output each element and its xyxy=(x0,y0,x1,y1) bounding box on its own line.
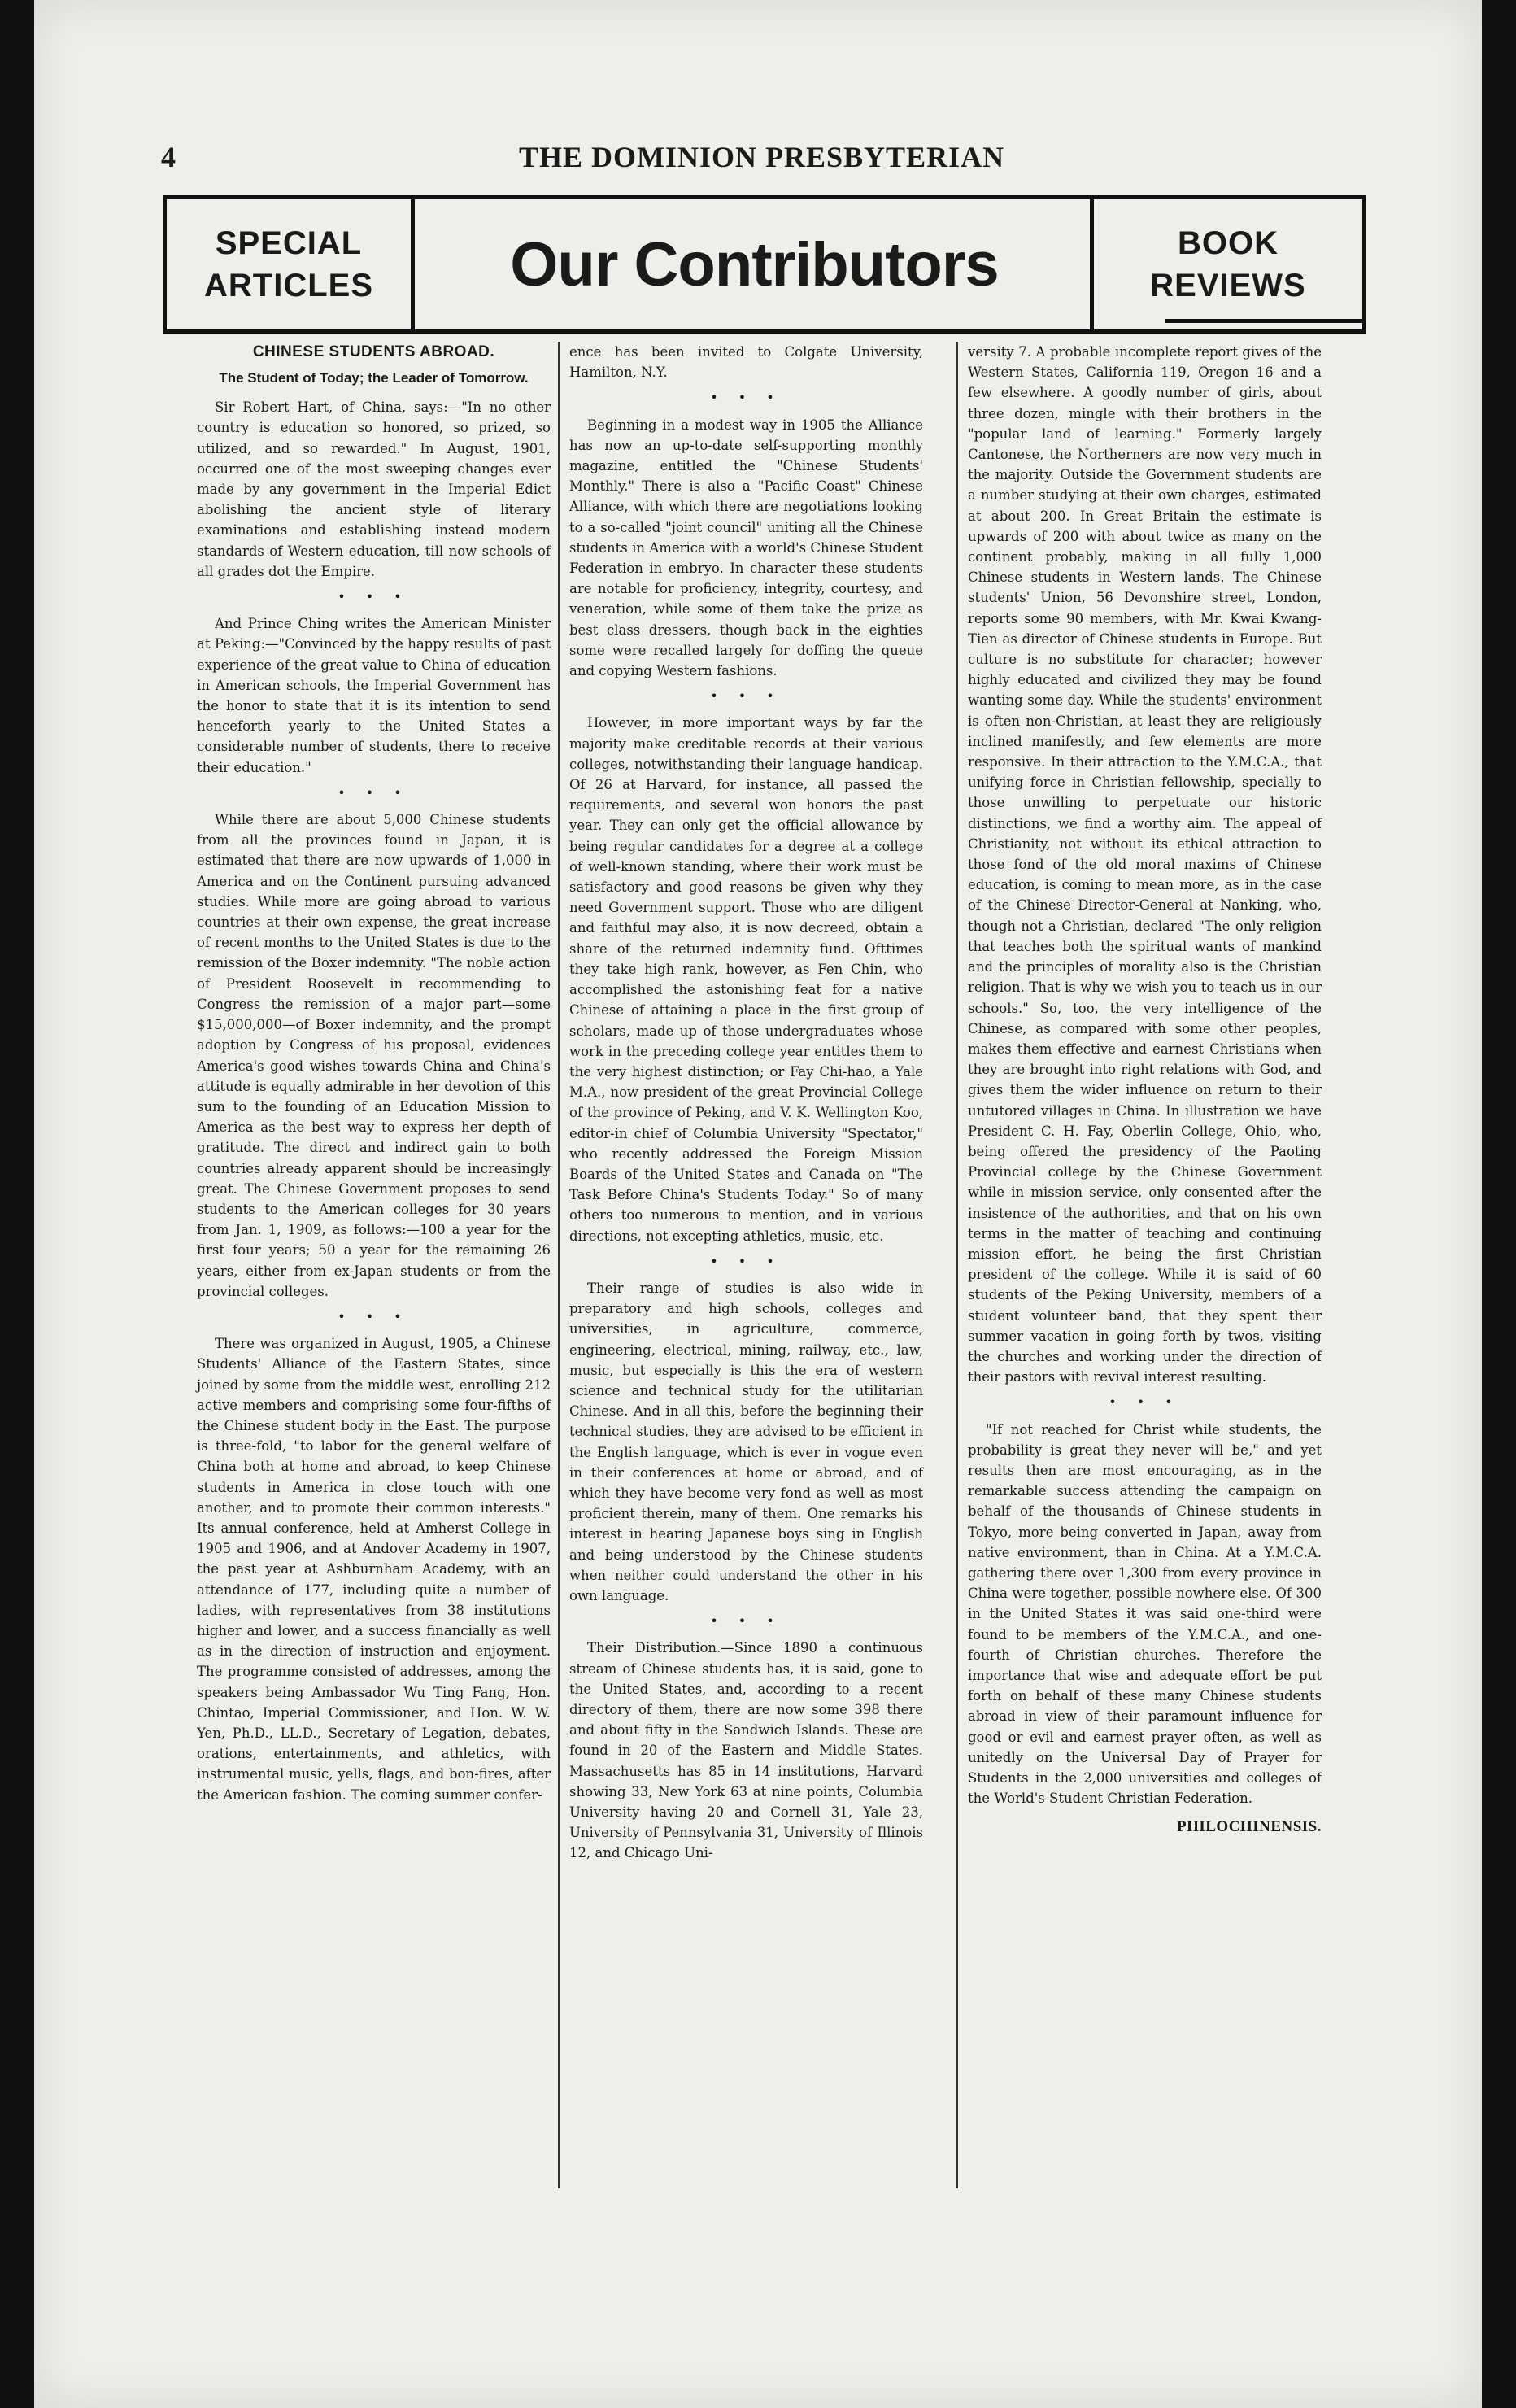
special-label: SPECIAL xyxy=(215,225,363,261)
column-rule xyxy=(956,342,958,2188)
section-masthead xyxy=(163,195,1366,334)
section-title: Our Contributors xyxy=(510,229,999,299)
article-column-2 xyxy=(569,342,923,1869)
section-separator: • • • xyxy=(710,390,782,406)
section-separator: • • • xyxy=(710,688,782,705)
paragraph: "If not reached for Christ while students, the probability is great they never will be," and yet results then are most encouraging, as in the remarkable success attending the campaign on behalf of the thousands of Chinese students in Tokyo, more being converted in Japan, away from native environment, than in China. At a Y.M.C.A. gathering there over 1,300 from every province in China were together, possible nowhere else. Of 300 in the United States it was said one-third were found to be members of the Y.M.C.A., and one-fourth of Christian churches. Therefore the importance that wise and adequate effort be put forth on behalf of these many Chinese students abroad in view of their paramount influence for good or evil and earnest prayer often, as well as unitedly on the Universal Day of Prayer for Students in the 2,000 universities and colleges of the World's Student Christian Federation. xyxy=(968,1421,1322,1807)
paragraph: And Prince Ching writes the American Minister at Peking:—"Convinced by the happy results of past experience of the great value to China of education in American schools, the Imperial Government has the honor to state that it is its intention to send henceforth yearly to the United States a considerable number of students, there to receive their education." xyxy=(197,616,551,775)
section-separator: • • • xyxy=(338,589,410,605)
paragraph: Their Distribution.—Since 1890 a continuous stream of Chinese students has, it is said, gone to the United States, and, according to a recent directory of them, there are now some 398 there and about fifty in the Sandwich Islands. These are found in 20 of the Eastern and Middle States. Massachusetts has 85 in 14 institutions, Harvard showing 33, New York 63 at nine points, Columbia University having 20 and Cornell 31, Yale 23, University of Pennsylvania 31, University of Illinois 12, and Chicago Uni- xyxy=(569,1640,923,1861)
article-subtitle: The Student of Today; the Leader of Tomorrow. xyxy=(219,370,529,386)
article-title: CHINESE STUDENTS ABROAD. xyxy=(252,343,495,360)
special-articles-box xyxy=(167,199,415,329)
paragraph: There was organized in August, 1905, a Chinese Students' Alliance of the Eastern States, since joined by some from the middle west, enrolling 212 active members and comprising some four-fifths of the Chinese student body in the East. The purpose is three-fold, "to labor for the general welfare of China both at home and abroad, to keep Chinese students in America in close touch with one another, and to promote their common interests." Its annual conference, held at Amherst College in 1905 and 1906, and at Andover Academy in 1907, the past year at Ashburnham Academy, with an attendance of 177, including quite a number of ladies, with representatives from 38 institutions higher and lower, and a success financially as well as in the direction of instruction and enjoyment. The programme consisted of addresses, among the speakers being Ambassador Wu Ting Fang, Hon. Chintao, Imperial Commissioner, and Hon. W. W. Yen, Ph.D., LL.D., Secretary of Legation, debates, orations, entertainments, and athletics, with instrumental music, yells, flags, and bon-fires, after the American fashion. The coming summer confer- xyxy=(197,1336,551,1803)
article-column-1 xyxy=(197,342,551,1810)
articles-label: ARTICLES xyxy=(204,268,373,303)
publication-title: THE DOMINION PRESBYTERIAN xyxy=(519,141,1005,173)
reviews-label: REVIEWS xyxy=(1150,268,1306,303)
section-title-box xyxy=(415,199,1094,329)
column-rule xyxy=(558,342,560,2188)
section-separator: • • • xyxy=(338,1308,410,1324)
paragraph: Sir Robert Hart, of China, says:—"In no other country is education so honored, so prized, so utilized, and so rewarded." In August, 1901, occurred one of the most sweeping changes ever made by any government in the Imperial Edict abolishing the ancient style of literary examinations and establishing instead modern standards of Western education, till now schools of all grades dot the Empire. xyxy=(197,399,551,579)
section-separator: • • • xyxy=(710,1613,782,1629)
book-label: BOOK xyxy=(1177,225,1279,261)
paragraph: However, in more important ways by far the majority make creditable records at their various colleges, notwithstanding their language handicap. Of 26 at Harvard, for instance, all passed the requirements, and several won honors the past year. They can only get the official allowance by being regular candidates for a degree at a college of well-known standing, where their work must be satisfactory and good reasons be given why they need Government support. Those who are diligent and faithful may also, it is now decreed, obtain a share of the returned indemnity fund. Ofttimes they take high rank, however, as Fen Chin, who accomplished the astonishing feat for a native Chinese of attaining a place in the first group of scholars, made up of those undergraduates whose work in the preceding college year entitles them to the very highest distinction; or Fay Chi-hao, a Yale M.A., now president of the great Provincial College of the province of Peking, and V. K. Wellington Koo, editor-in chief of Columbia University "Spectator," who recently addressed the Foreign Mission Boards of the United States and Canada on "The Task Before China's Students Today." So of many others too numerous to mention, and in various directions, not excepting athletics, music, etc. xyxy=(569,715,923,1244)
page-number: 4 xyxy=(161,141,176,173)
author-signature: PHILOCHINENSIS. xyxy=(1176,1818,1322,1836)
paragraph: Beginning in a modest way in 1905 the Alliance has now an up-to-date self-supporting monthly magazine, entitled the "Chinese Students' Monthly." There is also a "Pacific Coast" Chinese Alliance, with which there are negotiations looking to a so-called "joint council" uniting all the Chinese students in America with a world's Chinese Student Federation in embryo. In character these students are notable for proficiency, integrity, courtesy, and veneration, while some of them take the prize as best class dressers, though back in the eighties some were recalled largely for doffing the queue and copying Western fashions. xyxy=(569,417,923,679)
section-separator: • • • xyxy=(338,784,410,800)
section-separator: • • • xyxy=(1109,1394,1181,1411)
paragraph: versity 7. A probable incomplete report gives of the Western States, California 119, Oregon 16 and a few elsewhere. A goodly number of girls, about three dozen, mingle with their brothers in the "popular land of learning." Formerly largely Cantonese, the Northerners are now very much in the majority. Outside the Government students are a number studying at their own charges, estimated at about 200. In Great Britain the estimate is upwards of 200 with about twice as many on the continent probably, making in all fully 1,000 Chinese students in Western lands. The Chinese students' Union, 56 Devonshire street, London, reports some 90 members, with Mr. Kwai Kwang-Tien as director of Chinese students in Europe. But culture is no substitute for character; however highly educated and civilized they may be found wanting some day. While the students' environment is often non-Christian, at least they are religiously inclined manifestly, and few elements are more responsive. In their attraction to the Y.M.C.A., that unifying force in Christian fellowship, specially to those unwilling to perpetuate our historic distinctions, we find a worthy aim. The appeal of Christianity, not without its ethical attraction to those fond of the old moral maxims of Chinese education, is coming to mean more, as in the case of the Chinese Director-General at Nanking, who, though not a Christian, declared "The only religion that teaches both the spiritual wants of mankind and the principles of morality also is the Christian religion. That is why we wish you to teach us in our schools." So, too, the very intelligence of the Chinese, as compared with some other peoples, makes them effective and earnest Christians when they are brought into right relations with God, and gives them the wider influence on return to their untutored villages in China. In illustration we have President C. H. Fay, Oberlin College, Ohio, who, being offered the presidency of the Paoting Provincial college by the Chinese Government while in mission service, only consented after the insistence of the authorities, and that on his own terms in the matter of teaching and continuing mission effort, he being the first Christian president of the college. While it is said of 60 students of the Peking University, members of a student volunteer band, that they spent their summer vacation in going forth by twos, visiting the churches and working under the direction of their pastors with revival interest resulting. xyxy=(968,344,1322,1385)
section-separator: • • • xyxy=(710,1253,782,1269)
paragraph: Their range of studies is also wide in preparatory and high schools, colleges and universities, in agriculture, commerce, engineering, electrical, mining, railway, etc., law, music, but especially is this the era of western science and technical study for the utilitarian Chinese. And in all this, before the beginning their technical studies, they are advised to be efficient in the English language, which is ever in vogue even in their conferences at home or abroad, and of which they have become very fond as well as most proficient therein, many of them. One remarks his interest in hearing Japanese boys sing in English and being understood by the Chinese students when neither could understand the other in his own language. xyxy=(569,1280,923,1603)
running-head xyxy=(161,140,1365,185)
masthead-underline xyxy=(1165,319,1365,323)
paragraph: ence has been invited to Colgate University, Hamilton, N.Y. xyxy=(569,344,923,381)
book-reviews-box xyxy=(1090,199,1362,329)
paragraph: While there are about 5,000 Chinese students from all the provinces found in Japan, it is estimated that there are now upwards of 1,000 in America and on the Continent pursuing advanced studies. While more are going abroad to various countries at their own expense, the great increase of recent months to the United States is due to the remission of the Boxer indemnity. "The noble action of President Roosevelt in recommending to Congress the remission of a major part—some $15,000,000—of Boxer indemnity, and the prompt adoption by Congress of his proposal, evidences America's good wishes towards China and China's attitude is equally admirable in her devotion of this sum to the founding of an Education Mission to America as the best way to express her depth of gratitude. The direct and indirect gain to both countries already apparent should be increasingly great. The Chinese Government proposes to send students to the American colleges for 30 years from Jan. 1, 1909, as follows:—100 a year for the first four years; 50 a year for the remaining 26 years, either from ex-Japan students or from the provincial colleges. xyxy=(197,812,551,1299)
article-column-3 xyxy=(968,342,1322,1838)
